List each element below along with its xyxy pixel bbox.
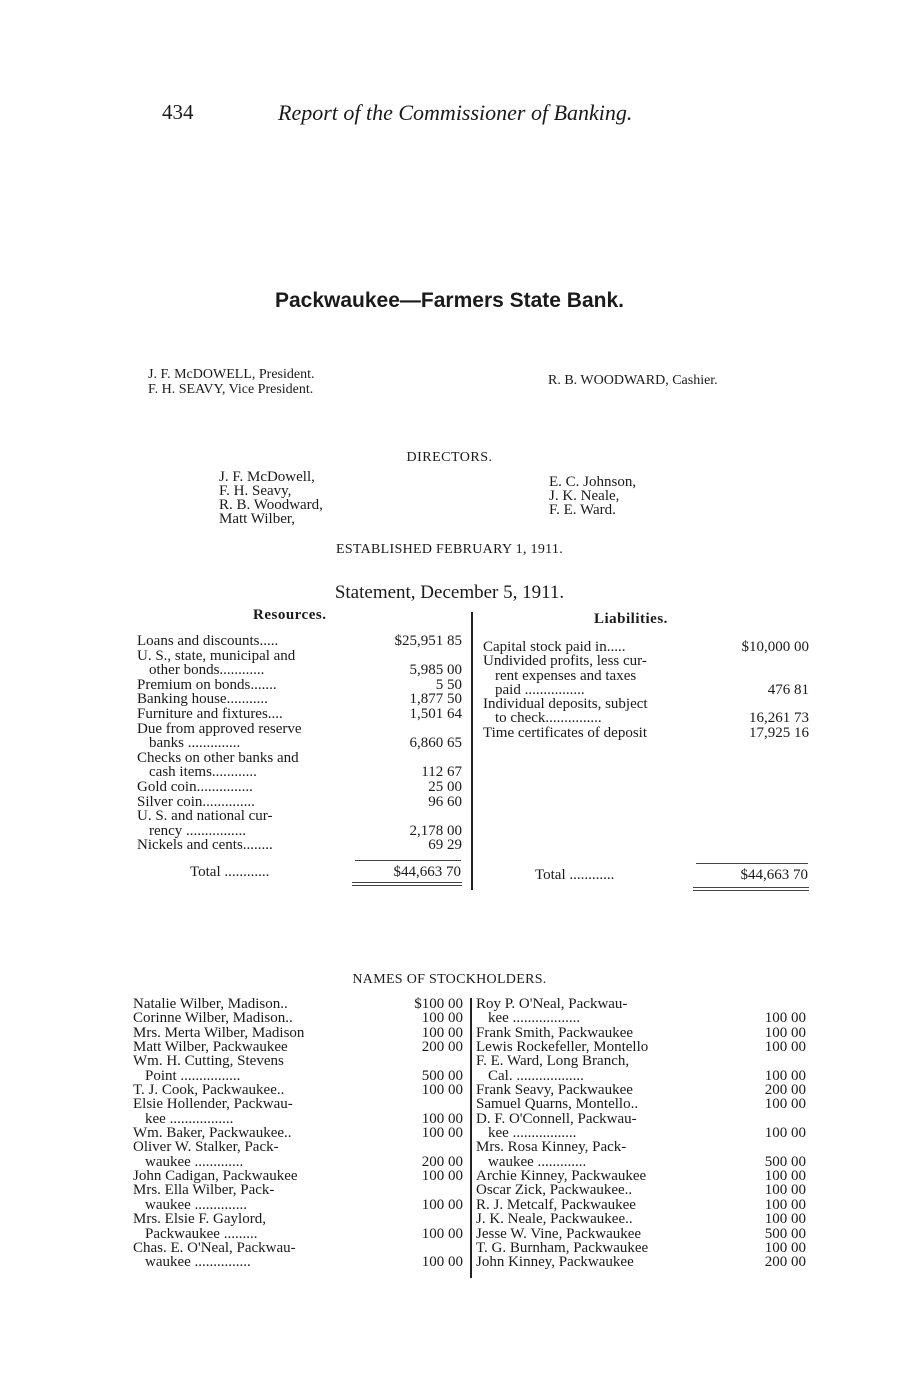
liability-line-label: rent expenses and taxes: [495, 667, 637, 684]
stockholder-entry-amount: 100 00: [764, 1125, 806, 1142]
director: F. E. Ward.: [549, 502, 616, 518]
resource-line-label: Silver coin..............: [137, 793, 255, 810]
stockholder-entry-label: Mrs. Merta Wilber, Madison: [133, 1024, 305, 1041]
liability-line-label: Capital stock paid in.....: [483, 639, 626, 655]
total-double-rule: [352, 885, 462, 886]
liability-line-label: to check...............: [495, 710, 602, 727]
stockholder-entry-amount: 500 00: [421, 1067, 463, 1084]
resource-line-label: Gold coin...............: [137, 778, 253, 795]
stockholder-entry-amount: 100 00: [764, 1196, 806, 1213]
stockholder-entry-amount: 100 00: [764, 1211, 806, 1228]
stockholder-entry-amount: 100 00: [421, 1196, 463, 1213]
stockholder-entry-label: Cal. ..................: [488, 1067, 584, 1084]
stockholder-entry-label: waukee .............: [488, 1153, 587, 1170]
stockholder-entry: [476, 1227, 806, 1241]
liabilities-total-amount: $44,663 70: [740, 867, 808, 883]
established-date: ESTABLISHED FEBRUARY 1, 1911.: [335, 542, 564, 557]
stockholder-entry: [133, 1083, 463, 1097]
stockholder-entry-amount: 200 00: [764, 1082, 806, 1099]
stockholder-entry-amount: 100 00: [421, 1082, 463, 1099]
stockholder-entry-label: Frank Smith, Packwaukee: [476, 1024, 634, 1041]
stockholder-entry-amount: 500 00: [764, 1153, 806, 1170]
liability-line-amount: 17,925 16: [749, 724, 809, 741]
stockholder-entry-amount: 100 00: [421, 1168, 463, 1185]
resources-total-label: Total ............: [190, 864, 270, 880]
stockholder-entry-label: kee .................: [145, 1110, 234, 1127]
resource-line-amount: 2,178 00: [409, 822, 462, 839]
stockholder-entry: [133, 1026, 463, 1040]
stockholder-entry-label: D. F. O'Connell, Packwau-: [476, 1110, 637, 1127]
liability-line-amount: 16,261 73: [749, 710, 809, 727]
resource-line-amount: 5 50: [435, 676, 462, 693]
running-title: Report of the Commissioner of Banking.: [278, 100, 633, 125]
stockholder-entry-amount: 200 00: [421, 1153, 463, 1170]
bank-title: Packwaukee—Farmers State Bank.: [274, 289, 624, 312]
stockholder-entry-label: Wm. Baker, Packwaukee..: [133, 1125, 292, 1142]
resource-line-label: banks ..............: [149, 735, 241, 752]
resource-line-amount: 96 60: [428, 793, 462, 810]
resource-line: [137, 765, 462, 780]
stockholder-entry-label: F. E. Ward, Long Branch,: [476, 1053, 630, 1070]
stockholder-entry-amount: 100 00: [764, 1182, 806, 1199]
stockholder-entry-label: Mrs. Rosa Kinney, Pack-: [476, 1139, 627, 1156]
total-rule: [355, 860, 461, 861]
resource-line-label: Furniture and fixtures....: [137, 705, 283, 722]
resource-line: [137, 795, 462, 810]
stockholder-entry: [476, 1097, 806, 1111]
stockholder-entry: [476, 1255, 806, 1269]
resource-line-amount: 25 00: [428, 778, 462, 795]
stockholder-entry-label: kee ..................: [488, 1010, 581, 1027]
director: R. B. Woodward,: [219, 497, 323, 513]
resource-line: [137, 707, 462, 722]
stockholder-entry: [476, 997, 806, 1011]
directors-right: [549, 475, 636, 517]
liability-line-label: Individual deposits, subject: [483, 696, 648, 713]
stockholder-entry-label: Matt Wilber, Packwaukee: [133, 1039, 288, 1056]
stockholder-entry-label: Samuel Quarns, Montello..: [476, 1096, 639, 1113]
stockholder-entry-label: Wm. H. Cutting, Stevens: [133, 1053, 284, 1070]
stockholder-entry: [476, 1069, 806, 1083]
resource-line-label: Premium on bonds.......: [137, 676, 277, 693]
stockholder-entry-label: John Cadigan, Packwaukee: [133, 1168, 298, 1185]
officer-cashier: R. B. WOODWARD, Cashier.: [548, 373, 718, 388]
stockholder-entry-amount: 100 00: [421, 1024, 463, 1041]
stockholder-entry-label: waukee ..............: [145, 1196, 248, 1213]
stockholder-entry: [476, 1198, 806, 1212]
stockholder-entry-label: Frank Seavy, Packwaukee: [476, 1082, 633, 1099]
stockholder-entry-label: Chas. E. O'Neal, Packwau-: [133, 1239, 296, 1256]
liability-line: [483, 669, 809, 683]
resource-line-amount: $25,951 85: [394, 633, 462, 649]
resource-line-label: other bonds............: [149, 662, 265, 679]
stockholder-entry-amount: 100 00: [764, 1168, 806, 1185]
column-divider: [471, 612, 473, 890]
resource-line: [137, 780, 462, 795]
stockholder-entry-amount: 100 00: [764, 1039, 806, 1056]
liability-line: [483, 726, 809, 740]
stockholder-entry: [476, 1011, 806, 1025]
resources-table: [137, 634, 462, 853]
stockholder-entry-label: Mrs. Elsie F. Gaylord,: [133, 1211, 266, 1228]
stockholder-entry-amount: 100 00: [764, 1239, 806, 1256]
stockholder-entry: [133, 1126, 463, 1140]
total-rule: [696, 863, 808, 864]
director: F. H. Seavy,: [219, 483, 292, 499]
stockholder-entry-label: T. J. Cook, Packwaukee..: [133, 1082, 285, 1099]
stockholder-entry: [133, 1069, 463, 1083]
stockholder-entry-label: T. G. Burnham, Packwaukee: [476, 1239, 649, 1256]
officer-vice-president: F. H. SEAVY, Vice President.: [148, 382, 314, 397]
resource-line: [137, 663, 462, 678]
resource-line-label: Checks on other banks and: [137, 749, 299, 766]
stockholder-entry-label: Natalie Wilber, Madison..: [133, 996, 288, 1012]
resource-line-amount: 6,860 65: [409, 735, 462, 752]
stockholder-entry-label: Lewis Rockefeller, Montello: [476, 1039, 649, 1056]
total-double-rule: [352, 882, 462, 883]
resource-line: [137, 809, 462, 824]
resource-line-amount: 69 29: [428, 837, 462, 854]
director: J. F. McDowell,: [219, 469, 315, 485]
stockholder-entry: [133, 1155, 463, 1169]
stockholder-entry-label: Point ................: [145, 1067, 241, 1084]
stockholder-entry-amount: 100 00: [421, 1125, 463, 1142]
resource-line-amount: 1,877 50: [409, 691, 462, 708]
stockholder-entry: [476, 1183, 806, 1197]
stockholder-entry-label: Oscar Zick, Packwaukee..: [476, 1182, 633, 1199]
stockholder-entry-label: Jesse W. Vine, Packwaukee: [476, 1225, 642, 1242]
liability-line: [483, 683, 809, 697]
stockholder-entry-label: Mrs. Ella Wilber, Pack-: [133, 1182, 275, 1199]
stockholder-entry-amount: 100 00: [421, 1225, 463, 1242]
stockholder-entry: [476, 1026, 806, 1040]
stockholders-right: [476, 997, 806, 1270]
stockholder-entry: [133, 1255, 463, 1269]
stockholder-entry-label: kee .................: [488, 1125, 577, 1142]
stockholder-entry-amount: $100 00: [414, 996, 463, 1012]
resource-line-amount: 1,501 64: [409, 705, 462, 722]
director: E. C. Johnson,: [549, 474, 637, 490]
stockholder-entry-amount: 100 00: [421, 1110, 463, 1127]
liability-line: [483, 640, 809, 654]
stockholder-entry: [133, 1097, 463, 1111]
stockholder-entry-label: Elsie Hollender, Packwau-: [133, 1096, 293, 1113]
resource-line: [137, 838, 462, 853]
resource-line-label: cash items............: [149, 764, 257, 781]
stockholder-entry: [476, 1126, 806, 1140]
resource-line-label: Due from approved reserve: [137, 720, 302, 737]
page-number: 434: [162, 100, 194, 124]
stockholder-entry-label: John Kinney, Packwaukee: [476, 1254, 634, 1271]
stockholder-entry-label: waukee .............: [145, 1153, 244, 1170]
stockholder-entry-amount: 500 00: [764, 1225, 806, 1242]
stockholder-entry: [476, 1040, 806, 1054]
stockholder-entry-label: Archie Kinney, Packwaukee: [476, 1168, 647, 1185]
resource-line: [137, 722, 462, 737]
statement-title: Statement, December 5, 1911.: [334, 582, 565, 603]
resource-line: [137, 824, 462, 839]
stockholder-entry: [133, 1112, 463, 1126]
stockholder-entry: [476, 1169, 806, 1183]
stockholder-entry: [133, 997, 463, 1011]
stockholder-entry: [133, 1241, 463, 1255]
liability-line-label: paid ................: [495, 681, 585, 698]
stockholder-entry: [133, 1198, 463, 1212]
stockholder-entry-label: Corinne Wilber, Madison..: [133, 1010, 293, 1027]
stockholder-entry: [133, 1140, 463, 1154]
resources-total-amount: $44,663 70: [393, 864, 461, 880]
stockholder-entry-label: R. J. Metcalf, Packwaukee: [476, 1196, 636, 1213]
resource-line-amount: 5,985 00: [409, 662, 462, 679]
liability-line-label: Undivided profits, less cur-: [483, 653, 647, 670]
resources-heading: Resources.: [253, 607, 327, 623]
stockholder-entry-amount: 100 00: [764, 1024, 806, 1041]
stockholder-entry-amount: 100 00: [421, 1254, 463, 1271]
liability-line-amount: $10,000 00: [741, 639, 809, 655]
stockholder-entry: [133, 1227, 463, 1241]
liability-line-label: Time certificates of deposit: [483, 724, 647, 741]
liability-line: [483, 697, 809, 711]
stockholder-entry: [133, 1183, 463, 1197]
stockholder-entry: [476, 1112, 806, 1126]
liabilities-total-label: Total ............: [535, 867, 615, 883]
stockholder-entry: [476, 1054, 806, 1068]
stockholders-divider: [470, 998, 472, 1278]
officer-president: J. F. McDOWELL, President.: [148, 367, 315, 382]
stockholder-entry: [133, 1169, 463, 1183]
liability-line: [483, 654, 809, 668]
total-double-rule: [693, 887, 809, 888]
stockholder-entry-amount: 100 00: [764, 1096, 806, 1113]
resource-line: [137, 736, 462, 751]
stockholder-entry-amount: 200 00: [421, 1039, 463, 1056]
stockholder-entry: [133, 1212, 463, 1226]
resource-line: [137, 678, 462, 693]
resource-line-label: U. S. and national cur-: [137, 808, 273, 825]
stockholder-entry: [476, 1241, 806, 1255]
resource-line: [137, 649, 462, 664]
stockholder-entry-label: J. K. Neale, Packwaukee..: [476, 1211, 633, 1228]
resource-line: [137, 751, 462, 766]
stockholders-left: [133, 997, 463, 1270]
stockholder-entry-amount: 100 00: [764, 1010, 806, 1027]
stockholder-entry: [133, 1054, 463, 1068]
stockholder-entry-label: Packwaukee .........: [145, 1225, 258, 1242]
liabilities-heading: Liabilities.: [594, 611, 668, 627]
stockholders-heading: NAMES OF STOCKHOLDERS.: [352, 972, 547, 987]
resource-line-label: Nickels and cents........: [137, 837, 273, 854]
total-double-rule: [693, 890, 809, 891]
directors-heading: DIRECTORS.: [406, 450, 493, 465]
resource-line-amount: 112 67: [421, 764, 462, 781]
stockholder-entry-label: Oliver W. Stalker, Pack-: [133, 1139, 279, 1156]
resource-line-label: U. S., state, municipal and: [137, 647, 296, 664]
director: J. K. Neale,: [549, 488, 620, 504]
liability-line-amount: 476 81: [767, 681, 809, 698]
directors-left: [219, 470, 323, 526]
stockholder-entry: [476, 1140, 806, 1154]
resource-line: [137, 692, 462, 707]
stockholder-entry-label: Roy P. O'Neal, Packwau-: [476, 996, 628, 1012]
director: Matt Wilber,: [219, 511, 296, 527]
resource-line-label: Loans and discounts.....: [137, 633, 279, 649]
resource-line: [137, 634, 462, 649]
stockholder-entry: [133, 1011, 463, 1025]
stockholder-entry-amount: 100 00: [764, 1067, 806, 1084]
stockholder-entry: [133, 1040, 463, 1054]
stockholder-entry: [476, 1155, 806, 1169]
stockholder-entry-label: waukee ...............: [145, 1254, 251, 1271]
resource-line-label: Banking house...........: [137, 691, 268, 708]
stockholder-entry-amount: 200 00: [764, 1254, 806, 1271]
liability-line: [483, 711, 809, 725]
stockholder-entry: [476, 1212, 806, 1226]
liabilities-table: [483, 640, 809, 740]
stockholder-entry-amount: 100 00: [421, 1010, 463, 1027]
resource-line-label: rency ................: [149, 822, 247, 839]
stockholder-entry: [476, 1083, 806, 1097]
